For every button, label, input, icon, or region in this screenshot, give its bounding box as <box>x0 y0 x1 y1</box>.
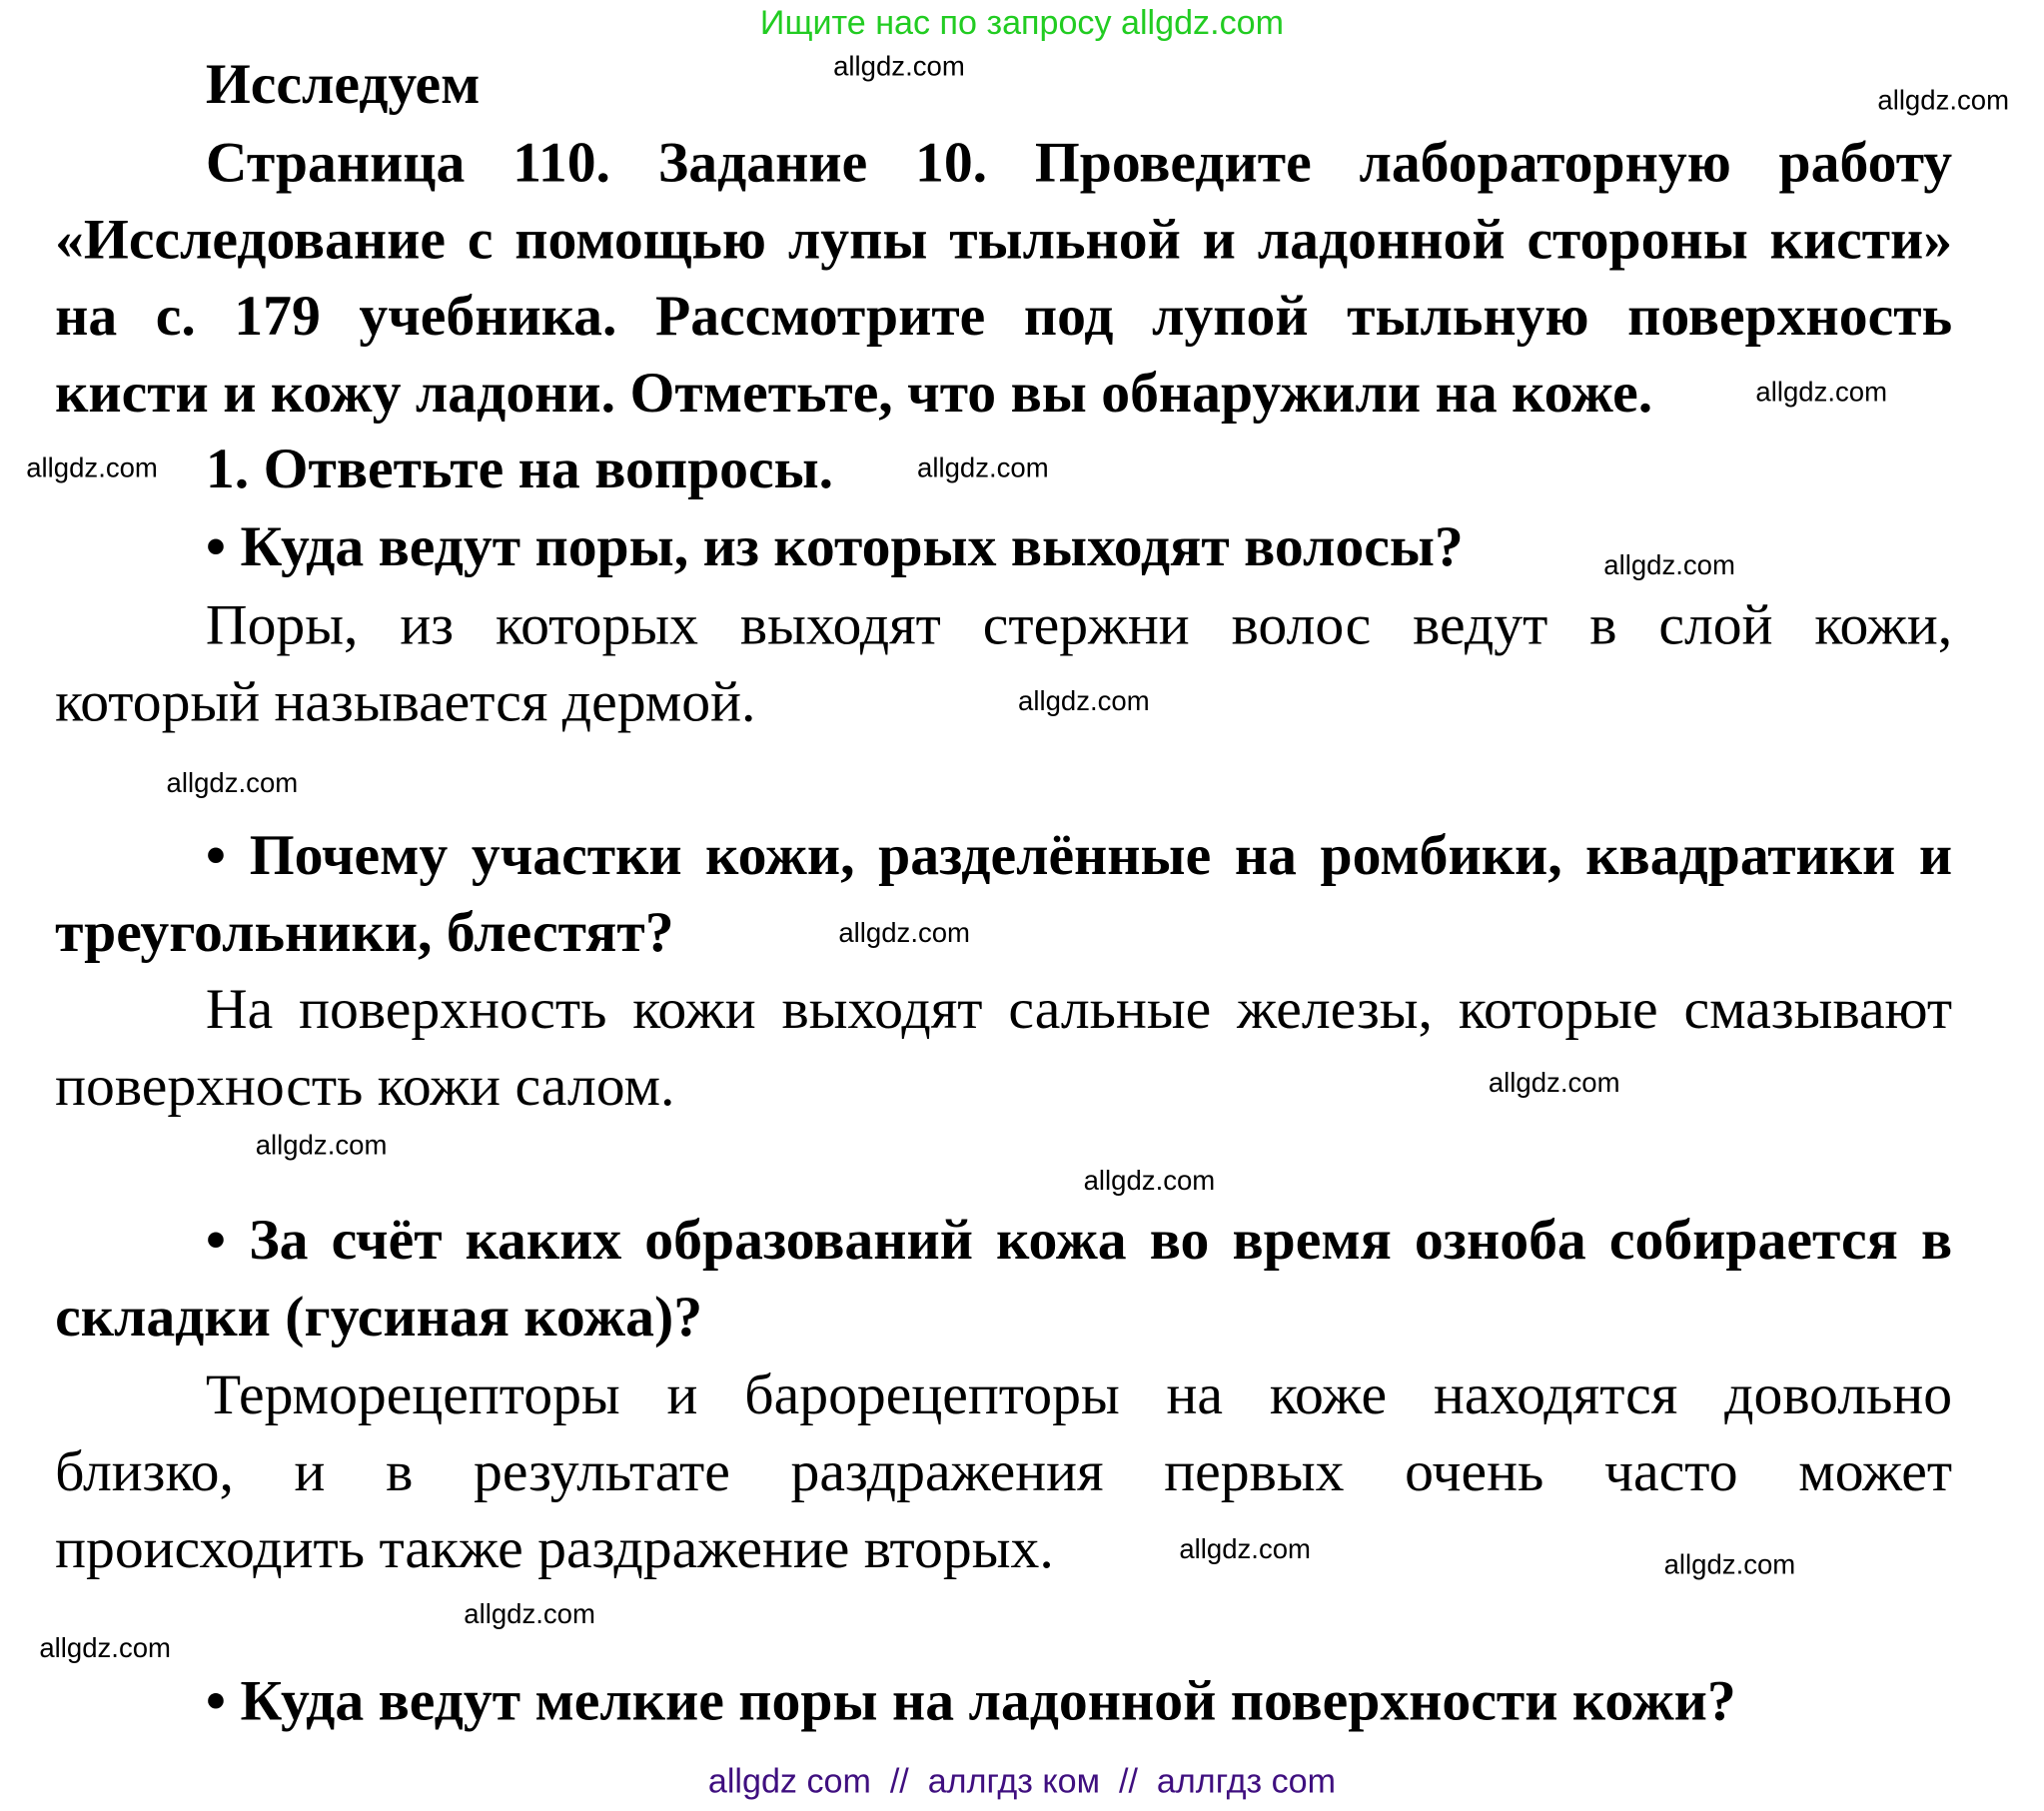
watermark: allgdz.com <box>166 768 299 799</box>
watermark: allgdz.com <box>1755 378 1888 409</box>
answer-1-line: который называется дермой. <box>55 669 756 734</box>
watermark: allgdz.com <box>464 1599 595 1630</box>
header-banner[interactable]: Ищите нас по запросу allgdz.com <box>759 2 1285 42</box>
watermark: allgdz.com <box>1018 686 1150 717</box>
question-4: • Куда ведут мелкие поры на ладонной поверхности кожи? <box>205 1668 1736 1733</box>
watermark: allgdz.com <box>1877 86 2010 117</box>
task-line: Страница 110. Задание 10. Проведите лабораторную работу <box>205 130 1953 195</box>
task-line: на с. 179 учебника. Рассмотрите под лупой тыльную поверхность <box>55 284 1953 349</box>
question-2-line: • Почему участки кожи, разделённые на ромбики, квадратики и <box>205 823 1953 888</box>
answer-3-line: близко, и в результате раздражения первых очень часто может <box>55 1439 1953 1504</box>
watermark: allgdz.com <box>39 1633 172 1664</box>
watermark: allgdz.com <box>833 52 965 83</box>
watermark: allgdz.com <box>917 453 1049 483</box>
answer-3-line: происходить также раздражение вторых. <box>55 1516 1054 1581</box>
watermark: allgdz.com <box>1488 1068 1620 1099</box>
watermark: allgdz.com <box>26 453 158 483</box>
watermark: allgdz.com <box>1663 1550 1796 1581</box>
footer-links[interactable]: allgdz com // аллгдз ком // аллгдз com <box>707 1761 1337 1801</box>
subheading: 1. Ответьте на вопросы. <box>205 436 834 500</box>
answer-2-line: поверхность кожи салом. <box>55 1054 675 1119</box>
watermark: allgdz.com <box>1083 1166 1216 1197</box>
task-line: кисти и кожу ладони. Отметьте, что вы обнаружили на коже. <box>55 361 1653 426</box>
watermark: allgdz.com <box>255 1131 388 1162</box>
question-3-line: складки (гусиная кожа)? <box>55 1285 703 1349</box>
answer-3-line: Терморецепторы и барорецепторы на коже находятся довольно <box>205 1362 1953 1427</box>
watermark: allgdz.com <box>838 918 971 949</box>
answer-1-line: Поры, из которых выходят стержни волос ведут в слой кожи, <box>205 592 1953 657</box>
watermark: allgdz.com <box>1179 1534 1312 1565</box>
watermark: allgdz.com <box>1603 550 1735 581</box>
question-1: • Куда ведут поры, из которых выходят волосы? <box>205 514 1464 579</box>
task-line: «Исследование с помощью лупы тыльной и ладонной стороны кисти» <box>55 207 1953 272</box>
answer-2-line: На поверхность кожи выходят сальные железы, которые смазывают <box>205 977 1953 1042</box>
question-3-line: • За счёт каких образований кожа во время озноба собирается в <box>205 1208 1953 1272</box>
question-2-line: треугольники, блестят? <box>55 900 674 965</box>
section-title: Исследуем <box>205 52 481 117</box>
